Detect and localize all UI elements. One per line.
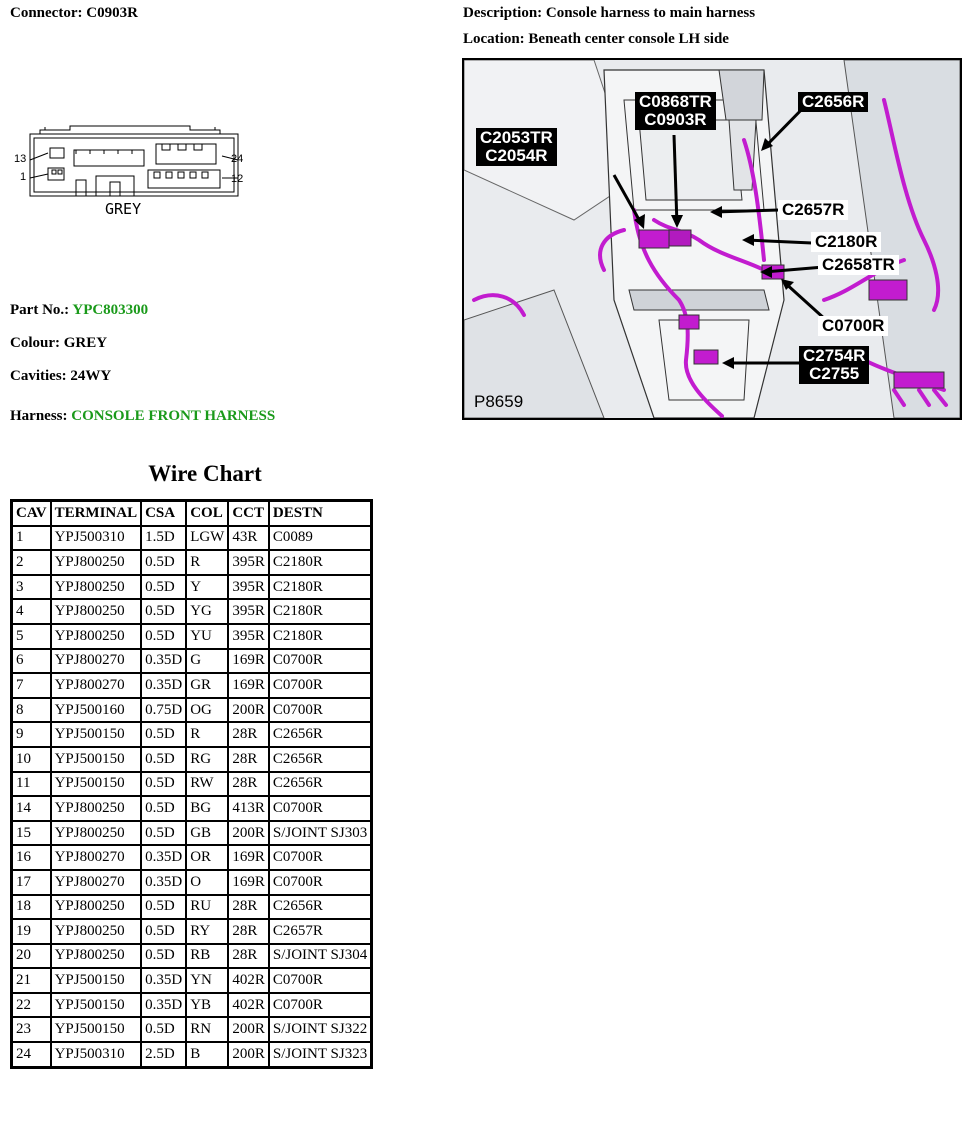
cell-terminal: YPJ500150	[51, 1017, 142, 1042]
cell-col: YU	[186, 624, 228, 649]
cavities-field	[10, 368, 111, 385]
table-row	[12, 599, 372, 624]
table-row	[12, 845, 372, 870]
cell-cct: 395R	[228, 624, 269, 649]
cell-col: GR	[186, 673, 228, 698]
cell-terminal: YPJ800250	[51, 624, 142, 649]
table-row	[12, 526, 372, 551]
cell-cct: 395R	[228, 550, 269, 575]
description-label: Description:	[463, 5, 543, 21]
callout-c2180r-text: C2180R	[815, 232, 878, 251]
cell-cct: 402R	[228, 993, 269, 1018]
connector-value: C0903R	[86, 5, 138, 21]
harness-value[interactable]: CONSOLE FRONT HARNESS	[71, 408, 276, 424]
cell-cct: 395R	[228, 575, 269, 600]
cell-cav: 5	[12, 624, 51, 649]
cell-cct: 413R	[228, 796, 269, 821]
table-row	[12, 550, 372, 575]
cell-destn: C0700R	[269, 698, 372, 723]
cell-col: O	[186, 870, 228, 895]
connector-colour-text: GREY	[105, 200, 142, 218]
cell-csa: 0.5D	[141, 772, 186, 797]
table-row	[12, 722, 372, 747]
cell-cav: 10	[12, 747, 51, 772]
cell-terminal: YPJ500310	[51, 1042, 142, 1067]
column-header-cav: CAV	[12, 501, 51, 526]
colour-label: Colour:	[10, 335, 60, 351]
cell-col: RW	[186, 772, 228, 797]
callout-c2754r-c2755	[799, 346, 869, 384]
cell-destn: C0089	[269, 526, 372, 551]
cell-cct: 169R	[228, 649, 269, 674]
table-row	[12, 944, 372, 969]
callout-c2657r	[778, 200, 848, 220]
cell-cav: 19	[12, 919, 51, 944]
cell-destn: C2180R	[269, 599, 372, 624]
cell-col: RB	[186, 944, 228, 969]
part-no-label: Part No.:	[10, 302, 70, 318]
pin-24-label: 24	[231, 153, 244, 165]
table-row	[12, 796, 372, 821]
cell-col: G	[186, 649, 228, 674]
pin-12-label: 12	[231, 173, 244, 185]
cell-cav: 24	[12, 1042, 51, 1067]
callout-c0868tr-c0903r	[635, 92, 716, 130]
cell-cct: 200R	[228, 1042, 269, 1067]
cell-csa: 0.5D	[141, 575, 186, 600]
pin-13-label: 13	[14, 153, 27, 165]
table-row	[12, 895, 372, 920]
cell-csa: 0.35D	[141, 673, 186, 698]
cell-cav: 18	[12, 895, 51, 920]
cell-col: R	[186, 722, 228, 747]
wire-chart-body	[12, 526, 372, 1068]
cell-terminal: YPJ800250	[51, 550, 142, 575]
callout-c2658tr-text: C2658TR	[822, 255, 895, 274]
cell-csa: 1.5D	[141, 526, 186, 551]
cell-csa: 0.35D	[141, 993, 186, 1018]
column-header-cct: CCT	[228, 501, 269, 526]
cell-csa: 2.5D	[141, 1042, 186, 1067]
cell-csa: 0.5D	[141, 722, 186, 747]
photo-reference: P8659	[474, 392, 524, 411]
cell-destn: C2180R	[269, 624, 372, 649]
cell-csa: 0.5D	[141, 919, 186, 944]
cell-col: YN	[186, 968, 228, 993]
cell-csa: 0.5D	[141, 747, 186, 772]
table-row	[12, 673, 372, 698]
cell-destn: C0700R	[269, 796, 372, 821]
cell-cav: 17	[12, 870, 51, 895]
column-header-terminal: TERMINAL	[51, 501, 142, 526]
harness-field	[10, 408, 275, 425]
callout-c0700r	[818, 316, 888, 336]
cell-cct: 28R	[228, 772, 269, 797]
callout-c2054r-text: C2054R	[485, 146, 548, 165]
cell-cct: 402R	[228, 968, 269, 993]
cell-csa: 0.5D	[141, 796, 186, 821]
cell-terminal: YPJ800250	[51, 796, 142, 821]
cell-terminal: YPJ500150	[51, 722, 142, 747]
cell-terminal: YPJ800270	[51, 870, 142, 895]
cell-csa: 0.5D	[141, 821, 186, 846]
pin-1-label: 1	[20, 171, 27, 183]
cell-destn: C0700R	[269, 968, 372, 993]
table-row	[12, 624, 372, 649]
cell-destn: C0700R	[269, 649, 372, 674]
cell-csa: 0.35D	[141, 845, 186, 870]
cell-destn: S/JOINT SJ304	[269, 944, 372, 969]
cell-cav: 1	[12, 526, 51, 551]
cell-cct: 169R	[228, 845, 269, 870]
cell-csa: 0.5D	[141, 1017, 186, 1042]
cell-csa: 0.5D	[141, 550, 186, 575]
cell-destn: C0700R	[269, 845, 372, 870]
cell-col: RU	[186, 895, 228, 920]
colour-field	[10, 335, 107, 352]
cell-cav: 2	[12, 550, 51, 575]
callout-c2754r-text: C2754R	[803, 346, 866, 365]
cell-terminal: YPJ800270	[51, 649, 142, 674]
cell-col: OR	[186, 845, 228, 870]
location-value: Beneath center console LH side	[528, 31, 729, 47]
cell-csa: 0.5D	[141, 624, 186, 649]
column-header-csa: CSA	[141, 501, 186, 526]
wire-chart-table	[10, 499, 373, 1069]
cell-terminal: YPJ500150	[51, 772, 142, 797]
callout-c2180r	[811, 232, 881, 252]
description-value: Console harness to main harness	[545, 5, 756, 21]
cell-cav: 6	[12, 649, 51, 674]
cell-cav: 3	[12, 575, 51, 600]
description-field	[463, 5, 755, 22]
cell-destn: S/JOINT SJ303	[269, 821, 372, 846]
cell-cav: 22	[12, 993, 51, 1018]
cell-cct: 200R	[228, 821, 269, 846]
cell-cav: 11	[12, 772, 51, 797]
cell-csa: 0.5D	[141, 599, 186, 624]
callout-c2656r	[798, 92, 868, 112]
harness-label: Harness:	[10, 408, 68, 424]
cell-destn: C2656R	[269, 722, 372, 747]
cell-cav: 16	[12, 845, 51, 870]
callout-c2053tr-text: C2053TR	[480, 128, 553, 147]
cell-cct: 28R	[228, 747, 269, 772]
cavities-value: 24WY	[70, 368, 112, 384]
cell-cct: 200R	[228, 698, 269, 723]
cell-destn: C2180R	[269, 575, 372, 600]
part-no-field	[10, 302, 148, 319]
cell-col: B	[186, 1042, 228, 1067]
cell-cct: 28R	[228, 722, 269, 747]
cell-cct: 169R	[228, 870, 269, 895]
table-row	[12, 1042, 372, 1067]
cell-cct: 169R	[228, 673, 269, 698]
table-row	[12, 698, 372, 723]
cell-cct: 200R	[228, 1017, 269, 1042]
wire-chart-title: Wire Chart	[148, 461, 262, 486]
callout-c2656r-text: C2656R	[802, 92, 865, 111]
table-row	[12, 772, 372, 797]
table-row	[12, 649, 372, 674]
cell-cav: 21	[12, 968, 51, 993]
cell-destn: C2180R	[269, 550, 372, 575]
colour-value: GREY	[63, 335, 108, 351]
cell-terminal: YPJ500150	[51, 747, 142, 772]
cell-col: OG	[186, 698, 228, 723]
table-row	[12, 968, 372, 993]
cell-col: GB	[186, 821, 228, 846]
table-row	[12, 870, 372, 895]
callout-c2657r-text: C2657R	[782, 200, 845, 219]
cell-terminal: YPJ500310	[51, 526, 142, 551]
cell-col: BG	[186, 796, 228, 821]
cell-cct: 28R	[228, 919, 269, 944]
cell-terminal: YPJ500160	[51, 698, 142, 723]
table-row	[12, 575, 372, 600]
cell-col: RG	[186, 747, 228, 772]
cell-cav: 20	[12, 944, 51, 969]
cell-cav: 15	[12, 821, 51, 846]
cell-terminal: YPJ800250	[51, 599, 142, 624]
cell-destn: C0700R	[269, 993, 372, 1018]
location-field	[463, 31, 729, 48]
cell-destn: C0700R	[269, 870, 372, 895]
cell-cct: 28R	[228, 944, 269, 969]
cell-col: RY	[186, 919, 228, 944]
cell-cct: 28R	[228, 895, 269, 920]
cell-col: R	[186, 550, 228, 575]
callout-c0868tr-text: C0868TR	[639, 92, 712, 111]
cell-csa: 0.5D	[141, 944, 186, 969]
cell-col: RN	[186, 1017, 228, 1042]
cell-terminal: YPJ800250	[51, 944, 142, 969]
callout-c0903r-text: C0903R	[644, 110, 707, 129]
cell-cav: 8	[12, 698, 51, 723]
cell-cct: 43R	[228, 526, 269, 551]
cell-csa: 0.35D	[141, 649, 186, 674]
callout-c2053tr-c2054r	[476, 128, 557, 166]
cell-csa: 0.35D	[141, 870, 186, 895]
cell-cav: 9	[12, 722, 51, 747]
location-label: Location:	[463, 31, 525, 47]
cell-cav: 23	[12, 1017, 51, 1042]
cell-destn: C0700R	[269, 673, 372, 698]
cell-col: YB	[186, 993, 228, 1018]
table-row	[12, 747, 372, 772]
callout-c2658tr	[818, 255, 899, 275]
cell-cav: 14	[12, 796, 51, 821]
cell-csa: 0.35D	[141, 968, 186, 993]
cell-terminal: YPJ800250	[51, 821, 142, 846]
column-header-col: COL	[186, 501, 228, 526]
cell-cav: 7	[12, 673, 51, 698]
wire-chart-header-row	[12, 501, 372, 526]
table-row	[12, 1017, 372, 1042]
column-header-destn: DESTN	[269, 501, 372, 526]
cell-destn: S/JOINT SJ322	[269, 1017, 372, 1042]
cell-destn: C2657R	[269, 919, 372, 944]
table-row	[12, 821, 372, 846]
cell-destn: S/JOINT SJ323	[269, 1042, 372, 1067]
cell-col: YG	[186, 599, 228, 624]
cell-terminal: YPJ500150	[51, 968, 142, 993]
cell-col: LGW	[186, 526, 228, 551]
cell-destn: C2656R	[269, 772, 372, 797]
cell-terminal: YPJ500150	[51, 993, 142, 1018]
part-no-value[interactable]: YPC803300	[72, 302, 149, 318]
cell-cct: 395R	[228, 599, 269, 624]
cell-terminal: YPJ800270	[51, 673, 142, 698]
cell-csa: 0.75D	[141, 698, 186, 723]
cell-csa: 0.5D	[141, 895, 186, 920]
cell-terminal: YPJ800250	[51, 895, 142, 920]
connector-field	[10, 5, 138, 22]
cell-col: Y	[186, 575, 228, 600]
location-photo	[462, 58, 962, 420]
cell-destn: C2656R	[269, 747, 372, 772]
callout-c2755-text: C2755	[809, 364, 860, 383]
callout-c0700r-text: C0700R	[822, 316, 885, 335]
cell-terminal: YPJ800270	[51, 845, 142, 870]
cell-cav: 4	[12, 599, 51, 624]
cell-terminal: YPJ800250	[51, 919, 142, 944]
cell-terminal: YPJ800250	[51, 575, 142, 600]
cell-destn: C2656R	[269, 895, 372, 920]
table-row	[12, 919, 372, 944]
cavities-label: Cavities:	[10, 368, 67, 384]
connector-label: Connector:	[10, 5, 83, 21]
table-row	[12, 993, 372, 1018]
